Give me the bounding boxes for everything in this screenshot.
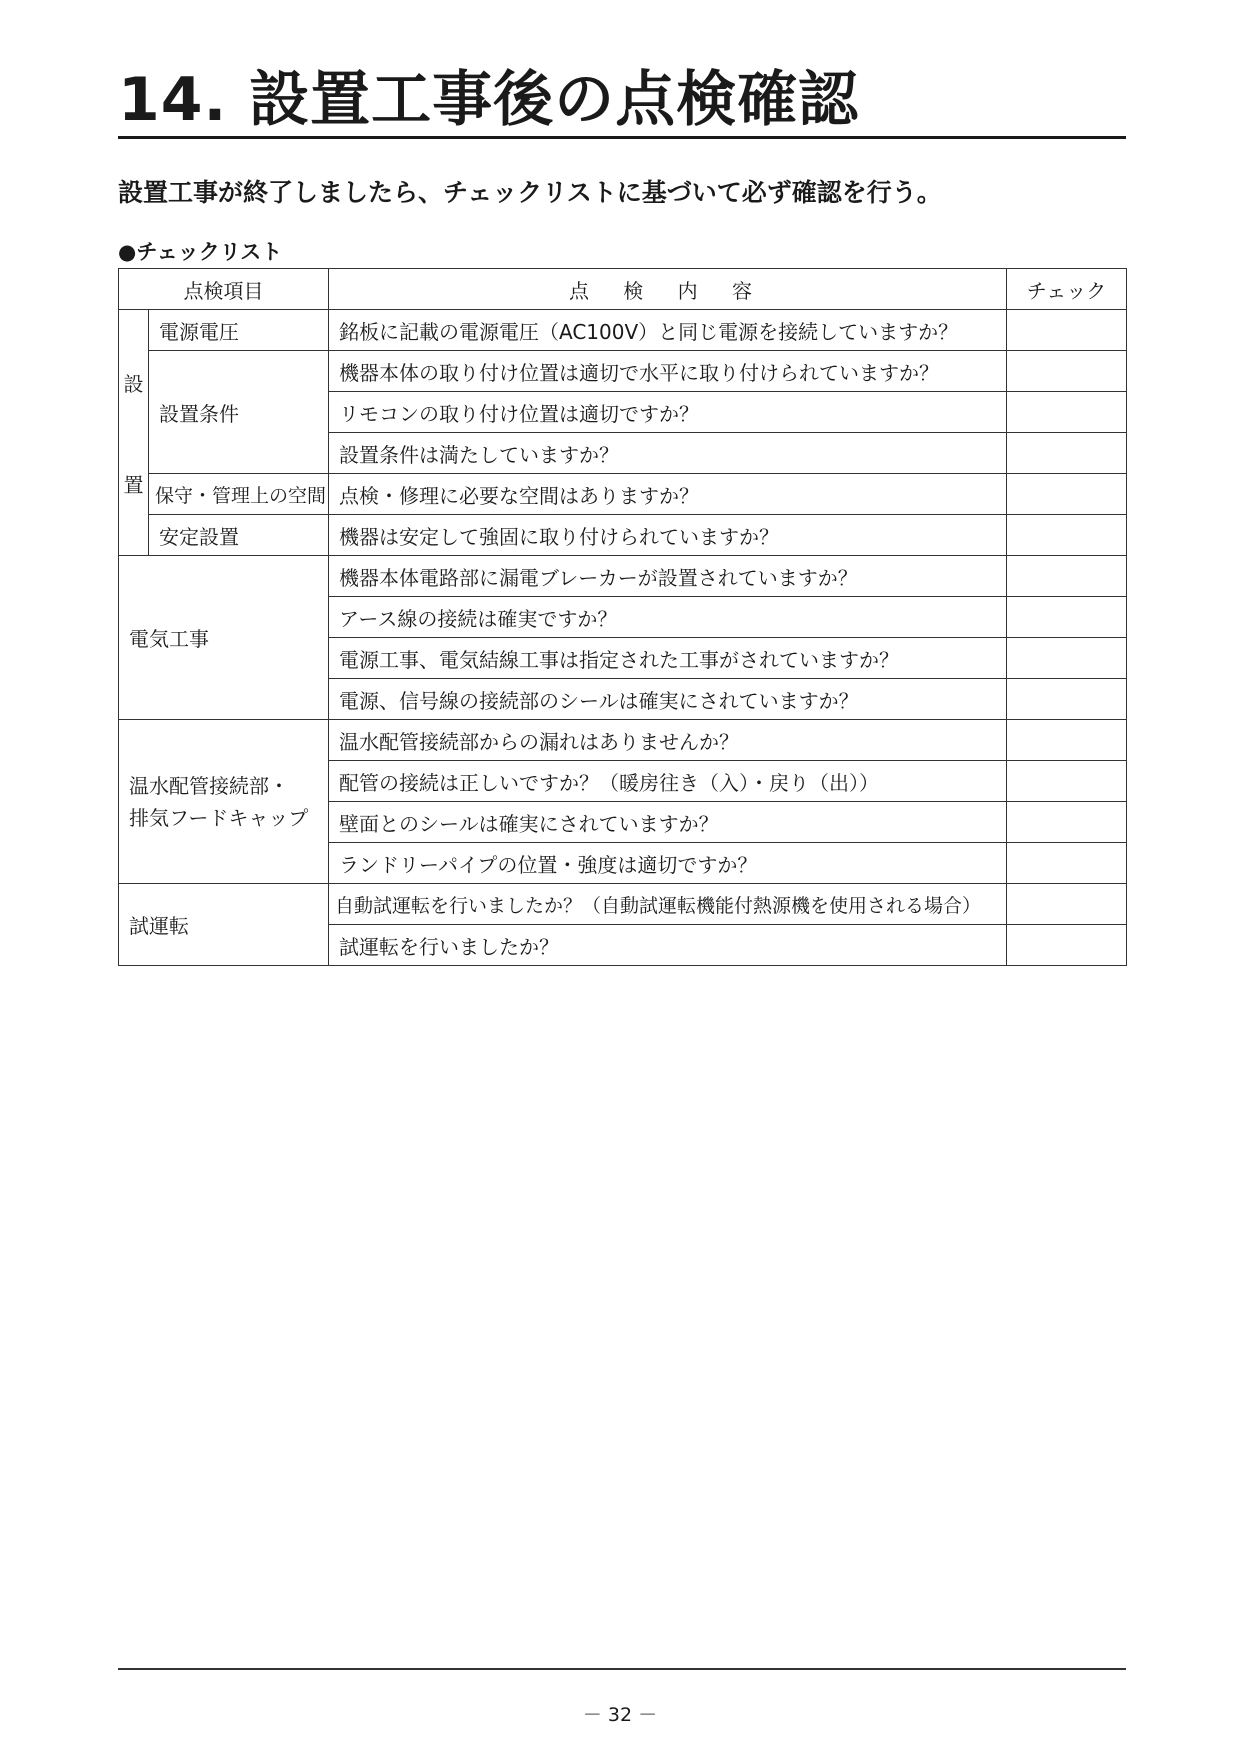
check-item: 電源工事、電気結線工事は指定された工事がされていますか？ <box>329 638 1007 679</box>
check-cell[interactable] <box>1007 433 1127 474</box>
check-item: 配管の接続は正しいですか？（暖房往き（入）・戻り（出）） <box>329 761 1007 802</box>
check-cell[interactable] <box>1007 884 1127 925</box>
group-char: 設 <box>123 371 144 396</box>
check-item: アース線の接続は確実ですか？ <box>329 597 1007 638</box>
page-title: 14. 設置工事後の点検確認 <box>118 65 860 135</box>
page-number: － 32 － <box>582 1704 658 1726</box>
table-row <box>119 310 1127 351</box>
check-item: ランドリーパイプの位置・強度は適切ですか？ <box>329 843 1007 884</box>
check-item: 電源、信号線の接続部のシールは確実にされていますか？ <box>329 679 1007 720</box>
category-piping-line2: 排気フードキャップ <box>129 805 309 830</box>
table-row <box>119 720 1127 761</box>
header-inspection-item: 点検項目 <box>119 269 329 310</box>
checklist-heading: ●チェックリスト <box>118 240 283 264</box>
table-row <box>119 515 1127 556</box>
check-cell[interactable] <box>1007 556 1127 597</box>
category-electrical: 電気工事 <box>119 556 329 720</box>
check-item: 機器本体電路部に漏電ブレーカーが設置されていますか？ <box>329 556 1007 597</box>
check-cell[interactable] <box>1007 638 1127 679</box>
check-cell[interactable] <box>1007 679 1127 720</box>
header-check: チェック <box>1007 269 1127 310</box>
checklist-table <box>118 268 1127 966</box>
check-item: 銘板に記載の電源電圧（AC100V）と同じ電源を接続していますか？ <box>329 310 1007 351</box>
table-row <box>119 474 1127 515</box>
check-item: 温水配管接続部からの漏れはありませんか？ <box>329 720 1007 761</box>
category-maintenance-space: 保守・管理上の空間 <box>149 474 329 515</box>
check-item: 自動試運転を行いましたか？（自動試運転機能付熱源機を使用される場合） <box>329 884 1007 925</box>
category-install-conditions: 設置条件 <box>149 351 329 474</box>
footer-divider <box>118 1668 1126 1670</box>
check-item: 点検・修理に必要な空間はありますか？ <box>329 474 1007 515</box>
check-cell[interactable] <box>1007 802 1127 843</box>
check-item: 試運転を行いましたか？ <box>329 925 1007 966</box>
check-item: 機器は安定して強固に取り付けられていますか？ <box>329 515 1007 556</box>
header-inspection-content: 点 検 内 容 <box>329 269 1007 310</box>
group-label-setchi <box>119 310 149 556</box>
check-item: 設置条件は満たしていますか？ <box>329 433 1007 474</box>
table-row <box>119 351 1127 392</box>
category-piping-line1: 温水配管接続部・ <box>129 773 289 798</box>
check-item: 機器本体の取り付け位置は適切で水平に取り付けられていますか？ <box>329 351 1007 392</box>
check-item: リモコンの取り付け位置は適切ですか？ <box>329 392 1007 433</box>
category-trial-run: 試運転 <box>119 884 329 966</box>
category-power-voltage: 電源電圧 <box>149 310 329 351</box>
intro-text: 設置工事が終了しましたら、チェックリストに基づいて必ず確認を行う。 <box>118 178 942 207</box>
check-cell[interactable] <box>1007 843 1127 884</box>
group-char: 置 <box>123 472 144 497</box>
category-piping <box>119 720 329 884</box>
check-cell[interactable] <box>1007 925 1127 966</box>
title-divider <box>118 136 1126 139</box>
check-cell[interactable] <box>1007 597 1127 638</box>
table-row <box>119 884 1127 925</box>
check-cell[interactable] <box>1007 761 1127 802</box>
table-row <box>119 556 1127 597</box>
check-cell[interactable] <box>1007 351 1127 392</box>
check-cell[interactable] <box>1007 310 1127 351</box>
category-stable-install: 安定設置 <box>149 515 329 556</box>
check-cell[interactable] <box>1007 515 1127 556</box>
check-cell[interactable] <box>1007 474 1127 515</box>
table-header-row <box>119 269 1127 310</box>
check-item: 壁面とのシールは確実にされていますか？ <box>329 802 1007 843</box>
check-cell[interactable] <box>1007 720 1127 761</box>
check-cell[interactable] <box>1007 392 1127 433</box>
